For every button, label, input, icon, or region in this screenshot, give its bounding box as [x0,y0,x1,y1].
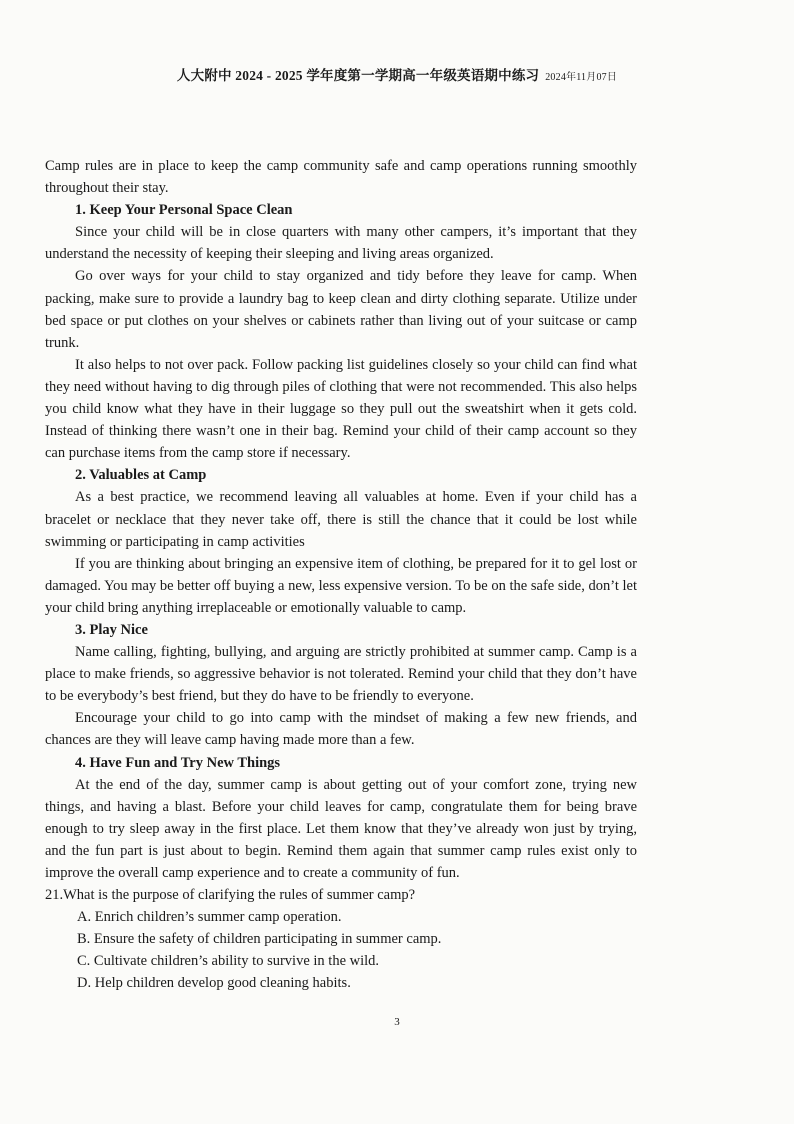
section-heading-3: 3. Play Nice [75,621,148,638]
paragraph: It also helps to not over pack. Follow packing list guidelines closely so your child can find what they need without having to dig through piles of clothing that were not recommended. This also helps you child know what they have in their luggage so they pull out the sweatshirt when it gets cold. Instead of thinking there wasn’t one in their bag. Remind your child of their camp account so they can purchase items from the camp store if necessary. [45,356,637,462]
paragraph: Since your child will be in close quarters with many other campers, it’s important that they understand the necessity of keeping their sleeping and living areas organized. [45,224,637,263]
option-a: A. Enrich children’s summer camp operation. [77,909,342,926]
intro-paragraph: Camp rules are in place to keep the camp community safe and camp operations running smoothly throughout their stay. [45,158,637,197]
paragraph: Encourage your child to go into camp with the mindset of making a few new friends, and chances are they will leave camp having made more than a few. [45,710,637,749]
paragraph: As a best practice, we recommend leaving all valuables at home. Even if your child has a bracelet or necklace that they never take off, there is still the chance that it could be lost while swimming or participating in camp activities [45,489,637,550]
exam-date: 2024年11月07日 [545,72,618,83]
paragraph: Name calling, fighting, bullying, and arguing are strictly prohibited at summer camp. Camp is a place to make friends, so aggressive behavior is not tolerated. Remind your child that they don’t have to be everybody’s best friend, but they do have to be friendly to everyone. [45,644,637,705]
exam-header [0,64,794,84]
page-number: 3 [394,1016,400,1028]
exam-title: 人大附中 2024 - 2025 学年度第一学期高一年级英语期中练习 [176,68,540,83]
section-heading-2: 2. Valuables at Camp [75,467,207,484]
paragraph: At the end of the day, summer camp is about getting out of your comfort zone, trying new things, and having a blast. Before your child leaves for camp, congratulate them for being brave enough to try sleep away in the first place. Let them know that they’ve already won just by trying, and the fun part is just about to begin. Remind them again that summer camp rules exist only to improve the overall camp experience and to create a community of fun. [45,776,637,881]
section-heading-1: 1. Keep Your Personal Space Clean [75,202,293,219]
reading-passage [45,155,637,995]
paragraph: If you are thinking about bringing an expensive item of clothing, be prepared for it to gel lost or damaged. You may be better off buying a new, less expensive version. To be on the safe side, don’t let your child bring anything irreplaceable or emotionally valuable to camp. [45,555,637,616]
option-b: B. Ensure the safety of children participating in summer camp. [77,931,442,948]
section-heading-4: 4. Have Fun and Try New Things [75,754,281,771]
option-d: D. Help children develop good cleaning habits. [77,975,351,992]
option-c: C. Cultivate children’s ability to survive in the wild. [77,953,380,970]
answer-options [45,906,637,994]
question-stem: 21.What is the purpose of clarifying the rules of summer camp? [45,887,416,904]
paragraph: Go over ways for your child to stay organized and tidy before they leave for camp. When packing, make sure to provide a laundry bag to keep clean and dirty clothing separate. Utilize under bed space or put clothes on your shelves or cabinets rather than living out of your suitcase or camp trunk. [45,268,637,351]
